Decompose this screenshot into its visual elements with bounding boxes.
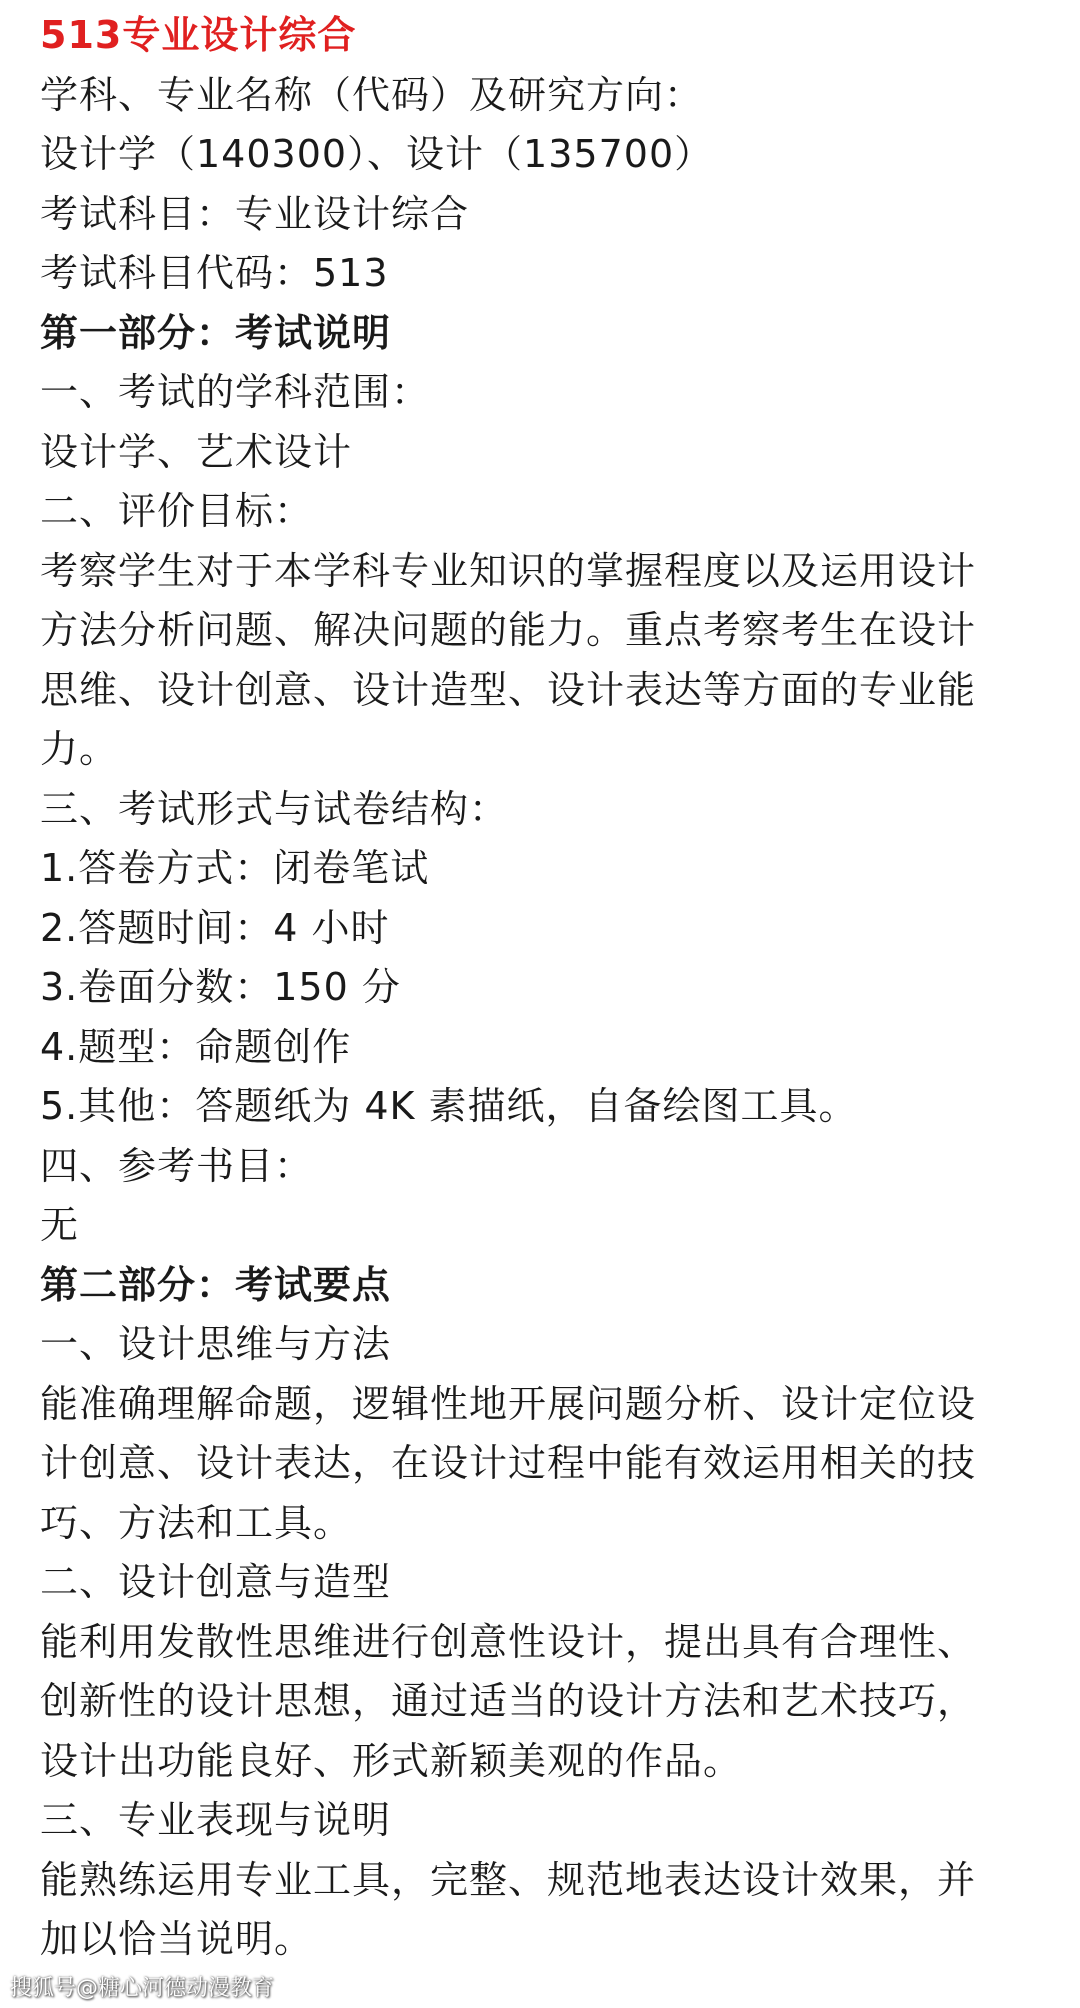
exam-code: 考试科目代码：513 (40, 251, 389, 295)
paragraph-line: 创新性的设计思想，通过适当的设计方法和艺术技巧， (40, 1679, 977, 1723)
section-goals-heading: 二、评价目标： (40, 489, 314, 533)
section-books-heading: 四、参考书目： (40, 1143, 314, 1188)
paragraph-line: 能熟练运用专业工具，完整、规范地表达设计效果，并 (40, 1857, 977, 1902)
watermark: 搜狐号@糖心河德动漫教育 (10, 1976, 275, 2001)
thinking-method-body (40, 1375, 1050, 1554)
section-scope-heading: 一、考试的学科范围： (40, 370, 431, 414)
format-item: 5.其他：答题纸为 4K 素描纸，自备绘图工具。 (40, 1084, 858, 1128)
paragraph-line: 加以恰当说明。 (40, 1917, 314, 1961)
part-one-heading: 第一部分：考试说明 (40, 310, 392, 355)
exam-subject: 考试科目：专业设计综合 (40, 191, 470, 236)
paragraph-line: 能利用发散性思维进行创意性设计，提出具有合理性、 (40, 1619, 977, 1664)
creativity-body (40, 1613, 1050, 1792)
section-scope-body: 设计学、艺术设计 (40, 429, 353, 474)
format-item: 2.答题时间：4 小时 (40, 905, 390, 950)
expression-heading: 三、专业表现与说明 (40, 1798, 392, 1842)
creativity-heading: 二、设计创意与造型 (40, 1560, 392, 1604)
paragraph-line: 巧、方法和工具。 (40, 1500, 353, 1545)
expression-body (40, 1851, 1050, 1970)
paragraph-line: 考察学生对于本学科专业知识的掌握程度以及运用设计 (40, 548, 977, 593)
paragraph-line: 设计出功能良好、形式新颖美观的作品。 (40, 1738, 743, 1783)
subject-codes: 设计学（140300）、设计（135700） (40, 132, 714, 176)
thinking-method-heading: 一、设计思维与方法 (40, 1322, 392, 1366)
paragraph-line: 方法分析问题、解决问题的能力。重点考察考生在设计 (40, 608, 977, 652)
paragraph-line: 能准确理解命题，逻辑性地开展问题分析、设计定位设 (40, 1381, 977, 1426)
format-item: 1.答卷方式：闭卷笔试 (40, 846, 430, 890)
part-two-heading: 第二部分：考试要点 (40, 1262, 392, 1307)
format-item: 3.卷面分数：150 分 (40, 965, 401, 1009)
format-item: 4.题型：命题创作 (40, 1024, 352, 1069)
document (40, 6, 1050, 1970)
subject-label: 学科、专业名称（代码）及研究方向： (40, 72, 704, 117)
section-goals-body (40, 542, 1050, 780)
paragraph-line: 力。 (40, 727, 119, 771)
section-books-body: 无 (40, 1203, 80, 1247)
paragraph-line: 思维、设计创意、设计造型、设计表达等方面的专业能 (40, 667, 977, 712)
doc-title: 513专业设计综合 (40, 13, 357, 57)
paragraph-line: 计创意、设计表达，在设计过程中能有效运用相关的技 (40, 1441, 977, 1485)
section-format-heading: 三、考试形式与试卷结构： (40, 786, 509, 831)
